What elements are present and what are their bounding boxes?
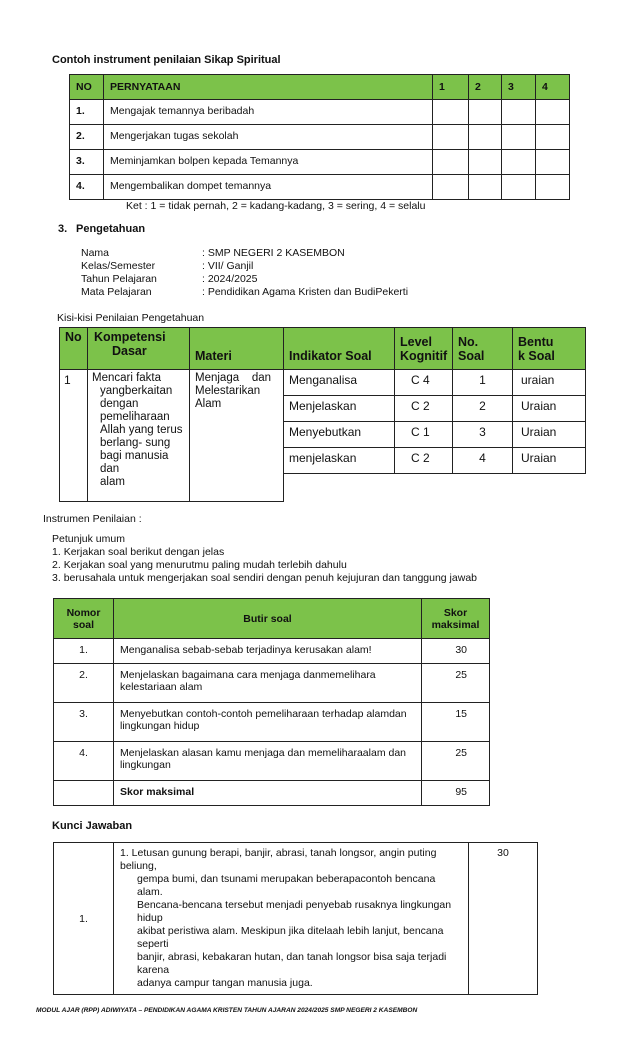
butir-header-butir: Butir soal [114, 599, 422, 639]
kisi-table [59, 327, 586, 502]
sikap-row-text: Mengembalikan dompet temannya [104, 175, 433, 200]
butir-skor: 25 [422, 664, 490, 703]
kisi-bentuk: Uraian [513, 396, 586, 422]
sikap-row-no: 3. [70, 150, 104, 175]
butir-text: Menjelaskan bagaimana cara menjaga danmemelihara kelestariaan alam [114, 664, 422, 703]
sikap-header-2: 2 [469, 75, 502, 100]
sikap-cell[interactable] [536, 150, 570, 175]
info-label-mapel: Mata Pelajaran [81, 286, 152, 298]
sikap-row-text: Mengerjakan tugas sekolah [104, 125, 433, 150]
sikap-cell[interactable] [536, 100, 570, 125]
sikap-cell[interactable] [536, 125, 570, 150]
butir-skor: 15 [422, 703, 490, 742]
kisi-title: Kisi-kisi Penilaian Pengetahuan [57, 312, 205, 324]
kisi-level: C 2 [395, 448, 453, 474]
butir-total-label: Skor maksimal [114, 781, 422, 806]
butir-text: Menganalisa sebab-sebab terjadinya kerusakan alam! [114, 639, 422, 664]
sikap-cell[interactable] [502, 125, 536, 150]
sikap-cell[interactable] [502, 150, 536, 175]
table-row [54, 843, 538, 995]
butir-total-value: 95 [422, 781, 490, 806]
info-value-mapel: : Pendidikan Agama Kristen dan BudiPekerti [202, 286, 409, 298]
kisi-bentuk: uraian [513, 370, 586, 396]
sikap-cell[interactable] [536, 175, 570, 200]
kunci-title: Kunci Jawaban [52, 820, 133, 832]
butir-text: Menyebutkan contoh-contoh pemeliharaan terhadap alamdan lingkungan hidup [114, 703, 422, 742]
sikap-cell[interactable] [502, 100, 536, 125]
sikap-header-no: NO [70, 75, 104, 100]
page-footer: MODUL AJAR (RPP) ADIWIYATA – PENDIDIKAN AGAMA KRISTEN TAHUN AJARAN 2024/2025 SMP NEGERI 2 KASEMBON [36, 1007, 418, 1014]
table-row [70, 100, 570, 125]
sikap-cell[interactable] [469, 100, 502, 125]
sikap-cell[interactable] [502, 175, 536, 200]
sikap-cell[interactable] [469, 175, 502, 200]
kisi-header-indikator: Indikator Soal [284, 328, 395, 370]
sikap-header-row [70, 75, 570, 100]
kisi-indikator: Menjelaskan [284, 396, 395, 422]
info-label-nama: Nama [81, 247, 110, 259]
info-label-tahun: Tahun Pelajaran [81, 273, 157, 285]
kisi-no: 1 [60, 370, 88, 502]
kunci-skor: 30 [469, 843, 538, 995]
sikap-table [69, 74, 570, 200]
sikap-cell[interactable] [469, 150, 502, 175]
kisi-nosoal: 1 [453, 370, 513, 396]
butir-skor: 30 [422, 639, 490, 664]
info-value-kelas: : VII/ Ganjil [202, 260, 254, 272]
butir-header-nomor: Nomor soal [54, 599, 114, 639]
pengetahuan-heading: Pengetahuan [76, 223, 146, 235]
table-row [54, 742, 490, 781]
sikap-cell[interactable] [469, 125, 502, 150]
kisi-header-row [60, 328, 586, 370]
sikap-note: Ket : 1 = tidak pernah, 2 = kadang-kadang, 3 = sering, 4 = selalu [126, 200, 426, 212]
sikap-cell[interactable] [433, 175, 469, 200]
butir-text: Menjelaskan alasan kamu menjaga dan memeliharaalam dan lingkungan [114, 742, 422, 781]
kisi-nosoal: 4 [453, 448, 513, 474]
sikap-row-no: 2. [70, 125, 104, 150]
table-row [54, 703, 490, 742]
kisi-bentuk: Uraian [513, 422, 586, 448]
info-value-tahun: : 2024/2025 [202, 273, 258, 285]
sikap-header-pernyataan: PERNYATAAN [104, 75, 433, 100]
butir-total-empty [54, 781, 114, 806]
table-row [54, 664, 490, 703]
info-label-kelas: Kelas/Semester [81, 260, 156, 272]
butir-no: 1. [54, 639, 114, 664]
kisi-indikator: Menyebutkan [284, 422, 395, 448]
sikap-cell[interactable] [433, 100, 469, 125]
info-value-nama: : SMP NEGERI 2 KASEMBON [202, 247, 345, 259]
sikap-cell[interactable] [433, 125, 469, 150]
kisi-level: C 2 [395, 396, 453, 422]
kisi-spacer [284, 474, 586, 502]
sikap-row-no: 4. [70, 175, 104, 200]
step-1: 1. Kerjakan soal berikut dengan jelas [52, 546, 225, 558]
table-row [54, 639, 490, 664]
sikap-header-3: 3 [502, 75, 536, 100]
butir-header-row [54, 599, 490, 639]
butir-header-skor: Skor maksimal [422, 599, 490, 639]
kisi-materi: Menjaga dan Melestarikan Alam [190, 370, 284, 502]
pengetahuan-number: 3. [58, 223, 68, 235]
table-row [70, 175, 570, 200]
kisi-header-kd: Kompetensi Dasar [88, 328, 190, 370]
butir-table [53, 598, 490, 806]
butir-no: 4. [54, 742, 114, 781]
kisi-kd: Mencari fakta yangberkaitan dengan pemeliharaan Allah yang terus berlang- sung bagi manusia dan alam [88, 370, 190, 502]
butir-total-row [54, 781, 490, 806]
kunci-table [53, 842, 538, 995]
kisi-indikator: menjelaskan [284, 448, 395, 474]
kisi-header-materi: Materi [190, 328, 284, 370]
sikap-heading: Contoh instrument penilaian Sikap Spiritual [52, 54, 281, 66]
table-row [70, 150, 570, 175]
butir-no: 2. [54, 664, 114, 703]
sikap-row-text: Mengajak temannya beribadah [104, 100, 433, 125]
kisi-header-level: Level Kognitif [395, 328, 453, 370]
kisi-nosoal: 2 [453, 396, 513, 422]
kisi-indikator: Menganalisa [284, 370, 395, 396]
kisi-nosoal: 3 [453, 422, 513, 448]
table-row [60, 370, 586, 396]
kisi-header-nosoal: No. Soal [453, 328, 513, 370]
kisi-header-no: No [60, 328, 88, 370]
kisi-bentuk: Uraian [513, 448, 586, 474]
sikap-row-no: 1. [70, 100, 104, 125]
kisi-level: C 4 [395, 370, 453, 396]
step-3: 3. berusahala untuk mengerjakan soal sendiri dengan penuh kejujuran dan tanggung jawab [52, 572, 477, 584]
instrumen-title: Instrumen Penilaian : [43, 513, 142, 525]
kisi-header-bentuk: Bentu k Soal [513, 328, 586, 370]
butir-no: 3. [54, 703, 114, 742]
sikap-header-1: 1 [433, 75, 469, 100]
sikap-header-4: 4 [536, 75, 570, 100]
petunjuk-title: Petunjuk umum [52, 533, 125, 545]
butir-skor: 25 [422, 742, 490, 781]
sikap-cell[interactable] [433, 150, 469, 175]
sikap-row-text: Meminjamkan bolpen kepada Temannya [104, 150, 433, 175]
kisi-level: C 1 [395, 422, 453, 448]
kunci-text: 1. Letusan gunung berapi, banjir, abrasi, tanah longsor, angin puting beliung, gempa bumi, dan tsunami merupakan beberapacontoh bencana alam. Bencana-bencana tersebut menjadi penyebab rusaknya lingkungan hidup akibat peristiwa alam. Meskipun jika ditelaah lebih lanjut, bencana seperti banjir, abrasi, kebakaran hutan, dan tanah longsor bisa saja terjadi karena adanya campur tangan manusia juga. [114, 843, 469, 995]
kunci-no: 1. [54, 843, 114, 995]
step-2: 2. Kerjakan soal yang menurutmu paling mudah terlebih dahulu [52, 559, 347, 571]
table-row [70, 125, 570, 150]
